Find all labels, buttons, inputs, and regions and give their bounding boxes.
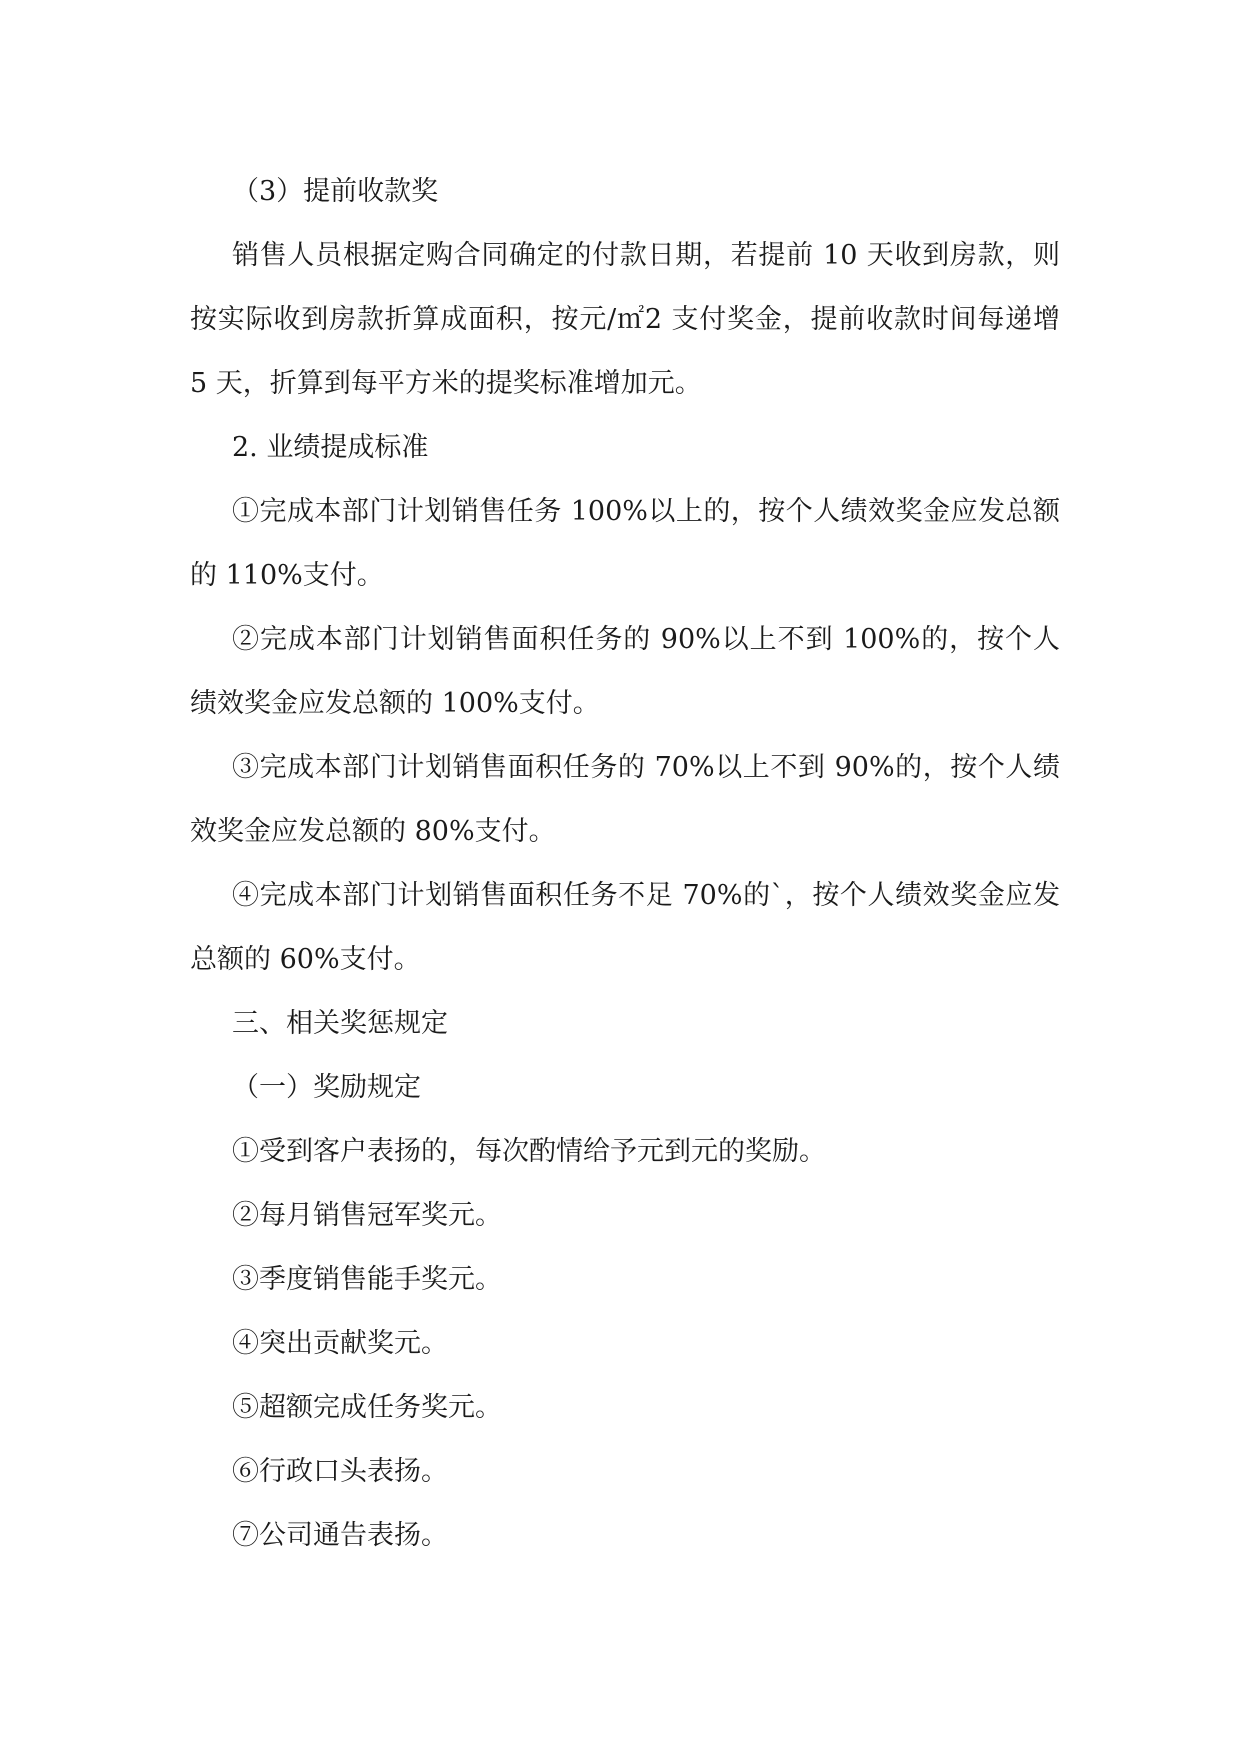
- paragraph-advance-payment-rule: 销售人员根据定购合同确定的付款日期，若提前 10 天收到房款，则按实际收到房款折算成面积，按元/㎡2 支付奖金，提前收款时间每递增 5 天，折算到每平方米的提奖标准增加元。: [190, 240, 1060, 399]
- list-item-commission-3: ③完成本部门计划销售面积任务的 70%以上不到 90%的，按个人绩效奖金应发总额的 80%支付。: [190, 752, 1060, 847]
- subsection-heading-rewards: （一）奖励规定: [232, 1072, 421, 1103]
- list-item-reward-4: ④突出贡献奖元。: [232, 1328, 448, 1359]
- list-item-reward-3: ③季度销售能手奖元。: [232, 1264, 502, 1295]
- list-item-reward-7: ⑦公司通告表扬。: [232, 1520, 448, 1551]
- section-heading-commission-standard: 2. 业绩提成标准: [232, 432, 429, 463]
- section-heading-advance-payment-bonus: （3）提前收款奖: [232, 176, 439, 207]
- list-item-commission-4: ④完成本部门计划销售面积任务不足 70%的`，按个人绩效奖金应发总额的 60%支付。: [190, 880, 1060, 975]
- list-item-reward-2: ②每月销售冠军奖元。: [232, 1200, 502, 1231]
- list-item-reward-6: ⑥行政口头表扬。: [232, 1456, 448, 1487]
- section-heading-rewards-penalties: 三、相关奖惩规定: [232, 1008, 448, 1039]
- list-item-reward-1: ①受到客户表扬的，每次酌情给予元到元的奖励。: [232, 1136, 826, 1167]
- list-item-reward-5: ⑤超额完成任务奖元。: [232, 1392, 502, 1423]
- document-body: [190, 160, 1060, 1568]
- list-item-commission-2: ②完成本部门计划销售面积任务的 90%以上不到 100%的，按个人绩效奖金应发总额的 100%支付。: [190, 624, 1060, 719]
- list-item-commission-1: ①完成本部门计划销售任务 100%以上的，按个人绩效奖金应发总额的 110%支付。: [190, 496, 1060, 591]
